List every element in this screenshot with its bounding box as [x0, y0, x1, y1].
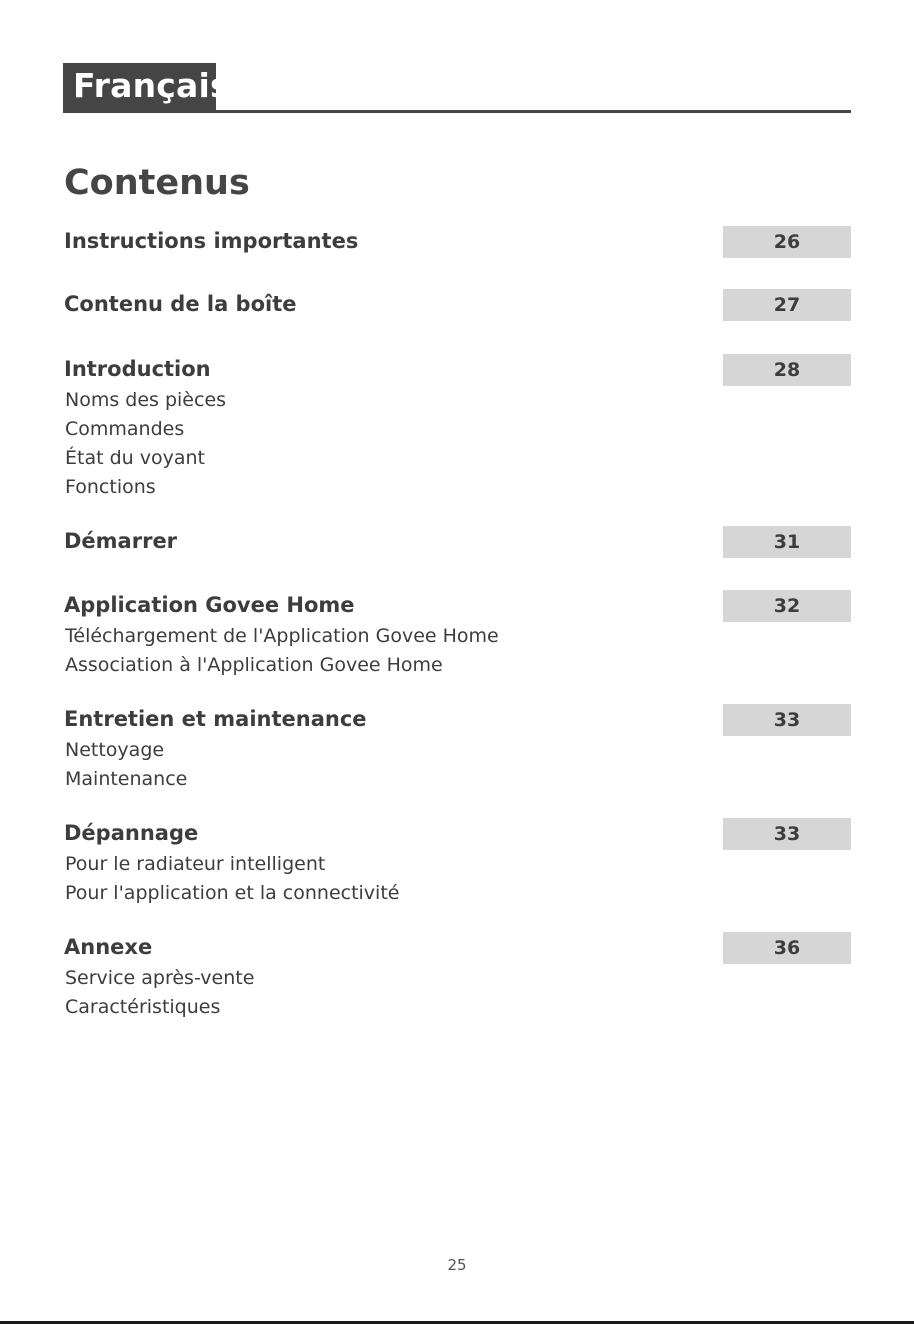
toc-section-box-contents[interactable]	[64, 289, 851, 321]
toc-subitem[interactable]: Pour l'application et la connectivité	[65, 882, 400, 904]
section-title: Instructions importantes	[64, 229, 359, 253]
page-number-badge: 33	[723, 704, 851, 736]
toc-subitem[interactable]: Caractéristiques	[65, 996, 221, 1018]
section-title: Introduction	[64, 357, 211, 381]
section-title: Démarrer	[64, 529, 178, 553]
section-title: Annexe	[64, 935, 153, 959]
toc-section-govee-app[interactable]	[64, 590, 851, 680]
toc-subitem[interactable]: Téléchargement de l'Application Govee Home	[65, 625, 499, 647]
section-title: Application Govee Home	[64, 593, 355, 617]
page-number-badge: 27	[723, 289, 851, 321]
toc-subitem[interactable]: Noms des pièces	[65, 389, 227, 411]
footer-page-number: 25	[447, 1256, 467, 1274]
toc-subitem[interactable]: Fonctions	[65, 476, 156, 498]
section-title: Dépannage	[64, 821, 199, 845]
page-number-badge: 26	[723, 226, 851, 258]
language-header-bar	[63, 63, 851, 113]
toc-subitem[interactable]: Pour le radiateur intelligent	[65, 853, 326, 875]
page-number-badge: 31	[723, 526, 851, 558]
language-label: Français	[63, 63, 216, 110]
toc-section-appendix[interactable]	[64, 932, 851, 1022]
toc-subitem[interactable]: Commandes	[65, 418, 185, 440]
page-number-badge: 32	[723, 590, 851, 622]
toc-subitem[interactable]: Maintenance	[65, 768, 188, 790]
toc-subitem[interactable]: Association à l'Application Govee Home	[65, 654, 443, 676]
toc-section-introduction[interactable]	[64, 354, 851, 502]
toc-title: Contenus	[64, 163, 250, 203]
toc-section-instructions[interactable]	[64, 226, 851, 258]
section-title: Entretien et maintenance	[64, 707, 367, 731]
section-title: Contenu de la boîte	[64, 292, 297, 316]
toc-section-care-maintenance[interactable]	[64, 704, 851, 794]
toc-section-troubleshooting[interactable]	[64, 818, 851, 908]
toc-section-start[interactable]	[64, 526, 851, 558]
toc-subitem[interactable]: État du voyant	[65, 447, 205, 469]
page-number-badge: 36	[723, 932, 851, 964]
toc-subitem[interactable]: Service après-vente	[65, 967, 255, 989]
toc-subitem[interactable]: Nettoyage	[65, 739, 165, 761]
page-number-badge: 33	[723, 818, 851, 850]
page-number-badge: 28	[723, 354, 851, 386]
